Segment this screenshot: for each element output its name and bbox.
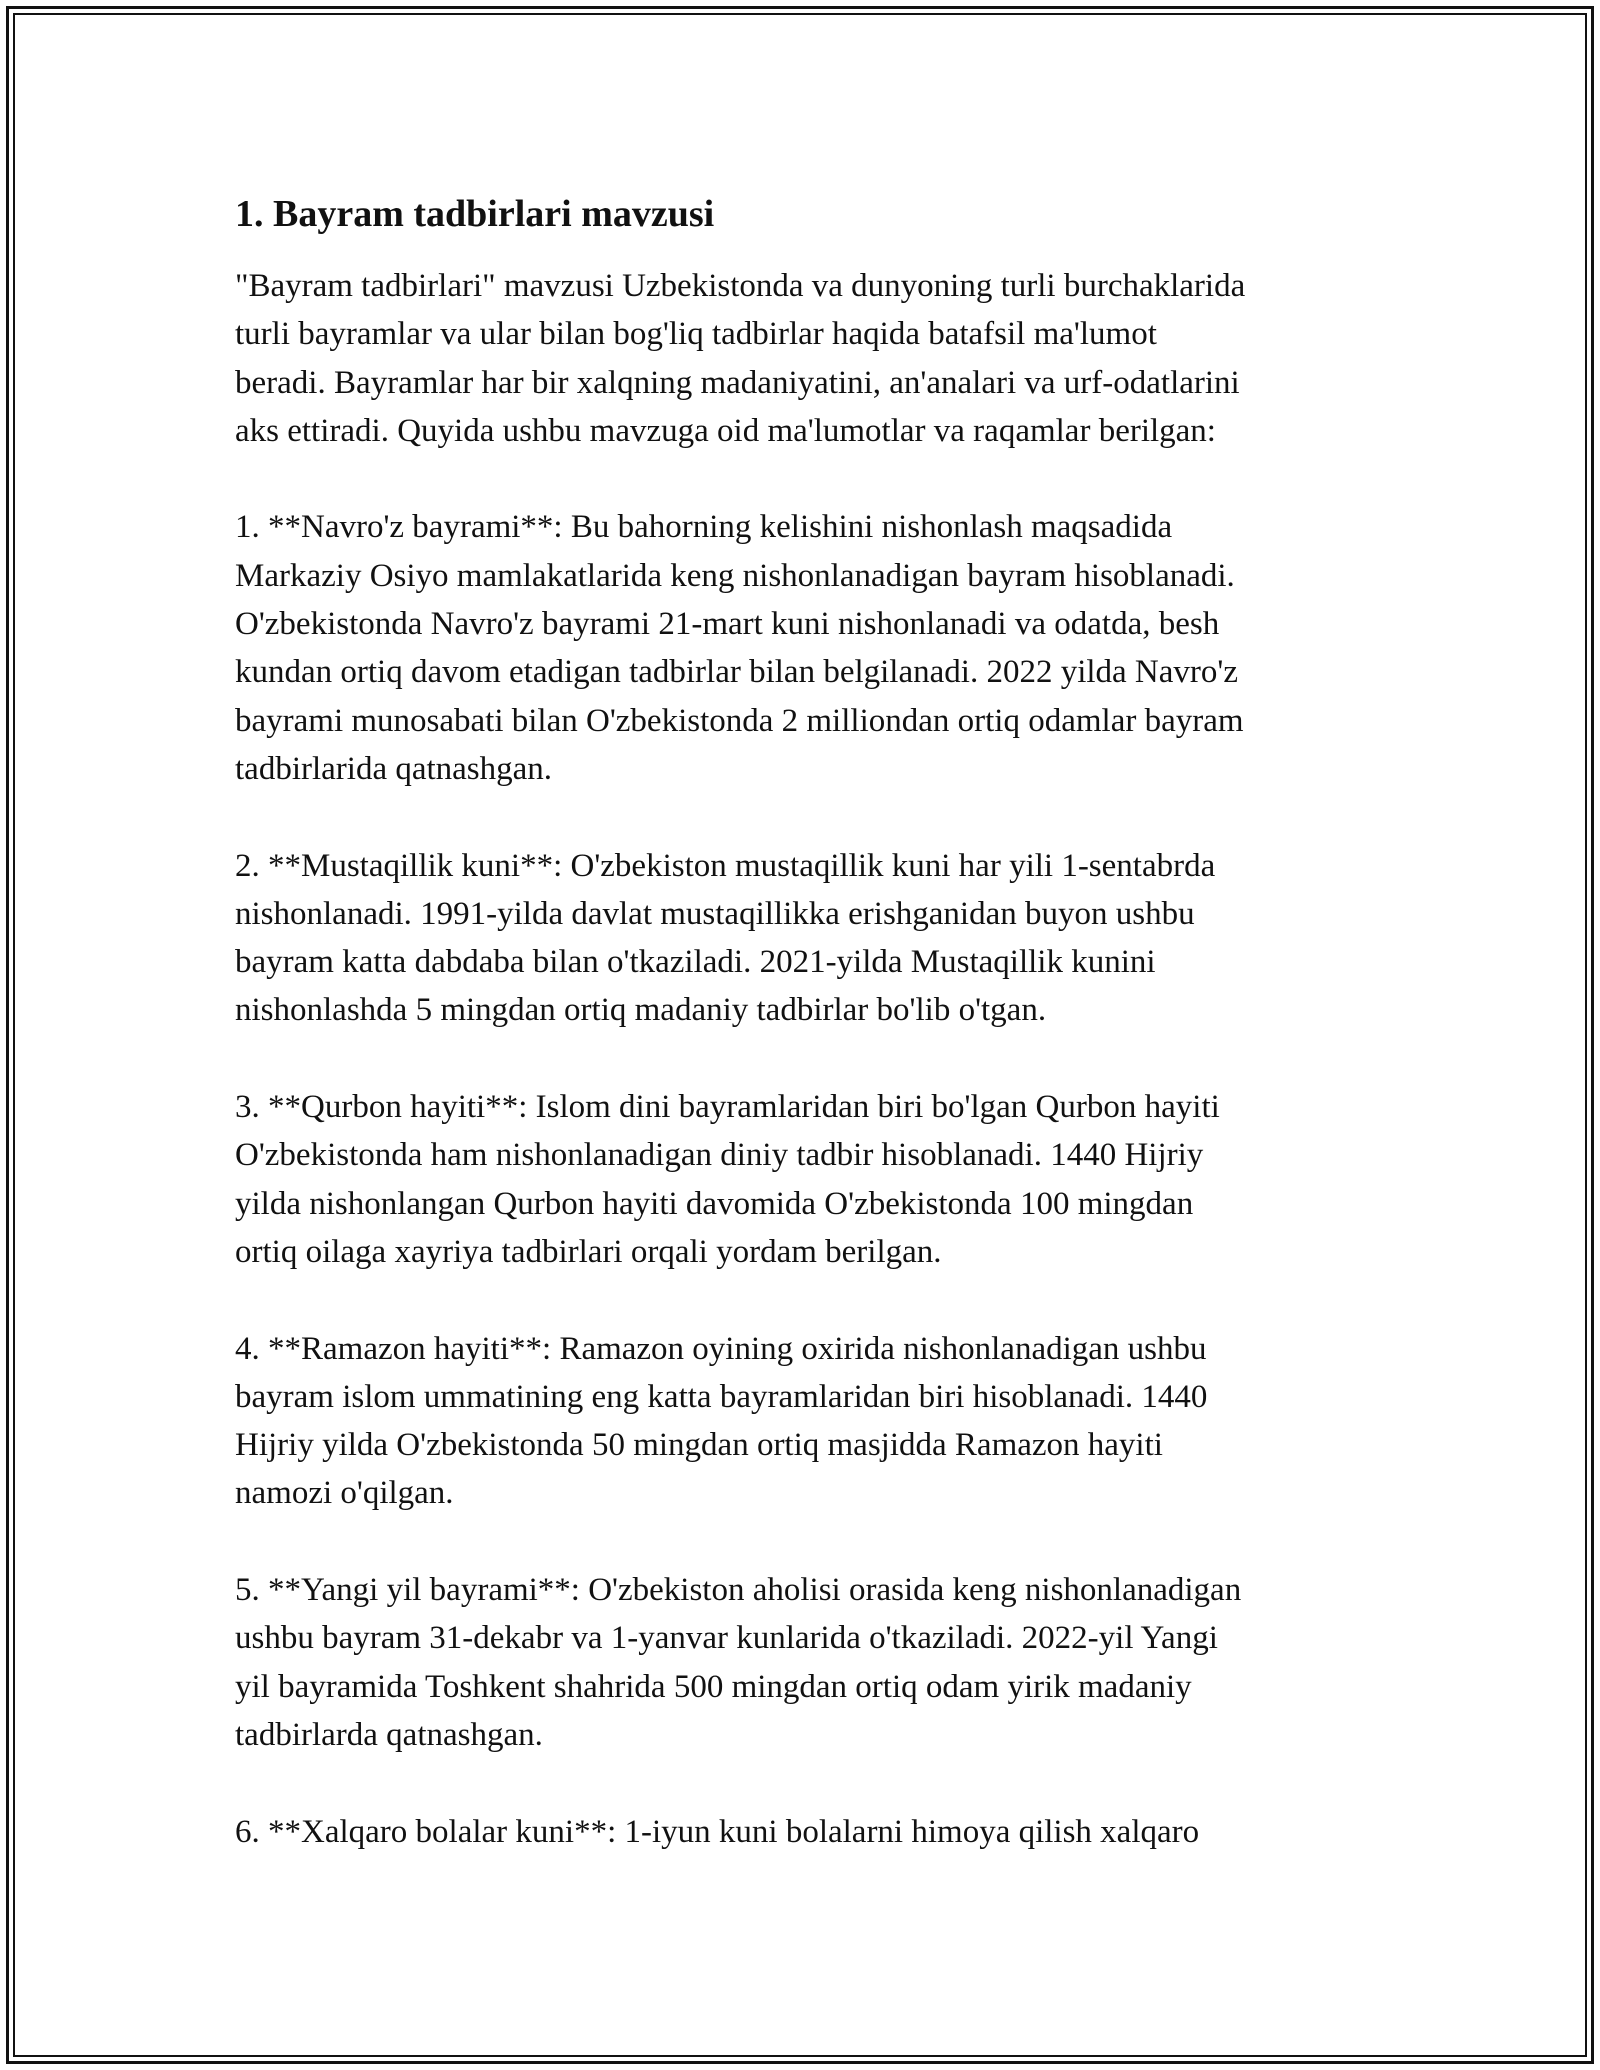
- list-item-yangi-yil: 5. **Yangi yil bayrami**: O'zbekiston aholisi orasida keng nishonlanadigan ushbu bayram 31-dekabr va 1-yanvar kunlarida o'tkaziladi. 2022-yil Yangi yil bayramida Toshkent shahrida 500 mingdan ortiq odam yirik madaniy tadbirlarda qatnashgan.: [235, 1572, 1242, 1753]
- list-item-navroz: 1. **Navro'z bayrami**: Bu bahorning kelishini nishonlash maqsadida Markaziy Osiyo mamlakatlarida keng nishonlanadigan bayram hisoblanadi. O'zbekistonda Navro'z bayrami 21-mart kuni nishonlanadi va odatda, besh kundan ortiq davom etadigan tadbirlar bilan belgilanadi. 2022 yilda Navro'z bayrami munosabati bilan O'zbekistonda 2 milliondan ortiq odamlar bayram tadbirlarida qatnashgan.: [235, 509, 1244, 787]
- list-item-qurbon-hayiti: 3. **Qurbon hayiti**: Islom dini bayramlaridan biri bo'lgan Qurbon hayiti O'zbekistonda ham nishonlanadigan diniy tadbir hisoblanadi. 1440 Hijriy yilda nishonlangan Qurbon hayiti davomida O'zbekistonda 100 mingdan ortiq oilaga xayriya tadbirlari orqali yordam berilgan.: [235, 1089, 1220, 1270]
- list-item-ramazon-hayiti: 4. **Ramazon hayiti**: Ramazon oyining oxirida nishonlanadigan ushbu bayram islom ummatining eng katta bayramlaridan biri hisoblanadi. 1440 Hijriy yilda O'zbekistonda 50 mingdan ortiq masjidda Ramazon hayiti namozi o'qilgan.: [235, 1330, 1208, 1512]
- document-title: 1. Bayram tadbirlari mavzusi: [235, 193, 715, 235]
- list-item-bolalar-kuni: 6. **Xalqaro bolalar kuni**: 1-iyun kuni bolalarni himoya qilish xalqaro: [235, 1813, 1200, 1850]
- intro-paragraph: "Bayram tadbirlari" mavzusi Uzbekistonda va dunyoning turli burchaklarida turli bayramlar va ular bilan bog'liq tadbirlar haqida batafsil ma'lumot beradi. Bayramlar har bir xalqning madaniyatini, an'analari va urf-odatlarini aks ettiradi. Quyida ushbu mavzuga oid ma'lumotlar va raqamlar berilgan:: [235, 268, 1246, 449]
- list-item-mustaqillik: 2. **Mustaqillik kuni**: O'zbekiston mustaqillik kuni har yili 1-sentabrda nishonlanadi. 1991-yilda davlat mustaqillikka erishganidan buyon ushbu bayram katta dabdaba bilan o'tkaziladi. 2021-yilda Mustaqillik kunini nishonlashda 5 mingdan ortiq madaniy tadbirlar bo'lib o'tgan.: [235, 847, 1216, 1029]
- document-body: [235, 186, 1385, 1856]
